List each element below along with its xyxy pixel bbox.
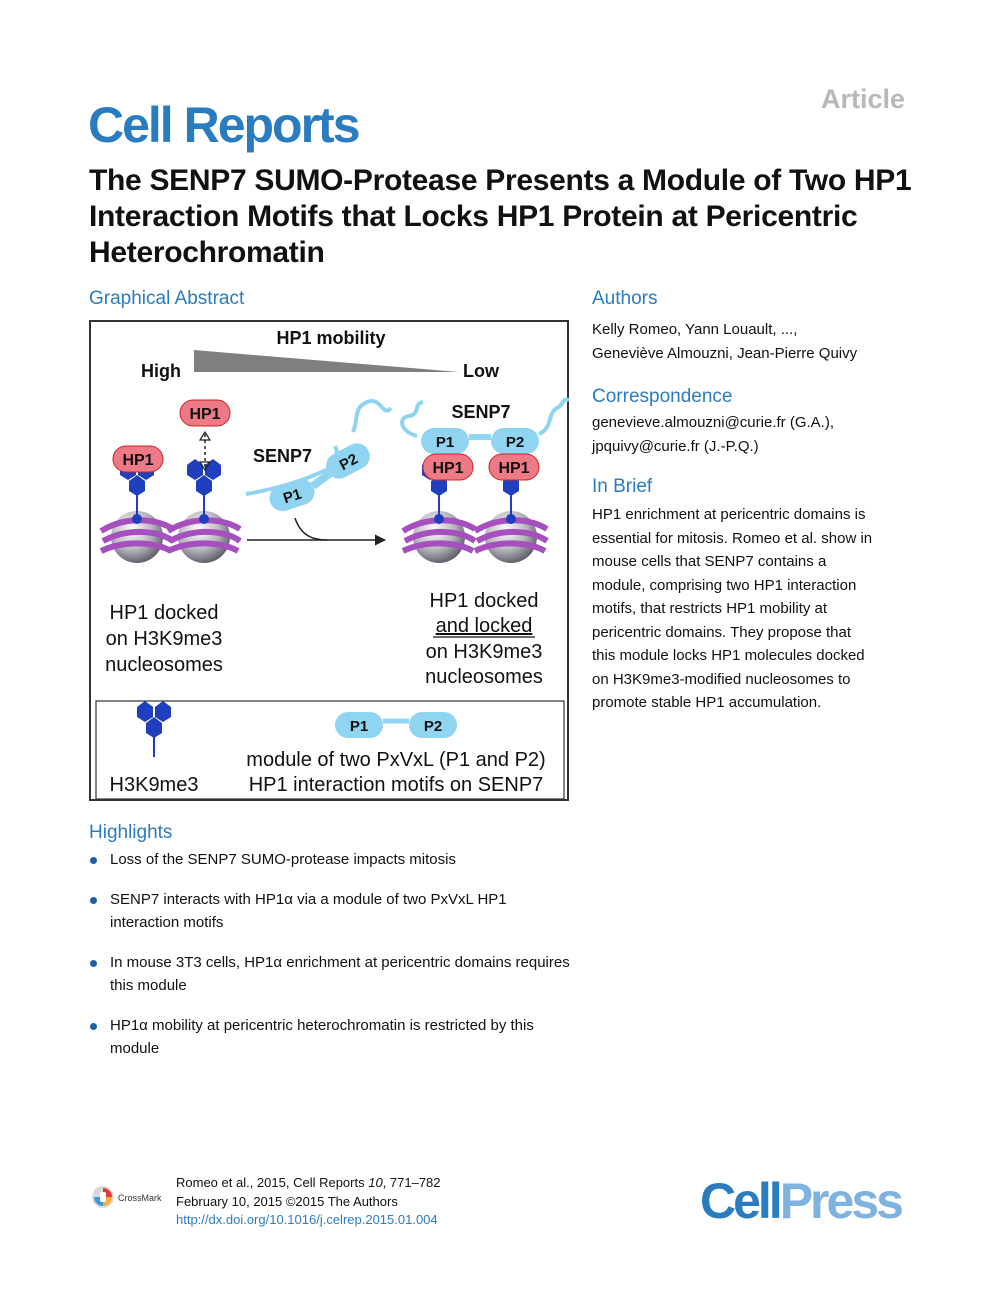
hp1-locked-right-2 <box>489 454 539 480</box>
svg-text:P2: P2 <box>336 450 361 475</box>
svg-text:P1: P1 <box>349 718 369 735</box>
authors-heading: Authors <box>592 288 658 309</box>
publisher-logo: CellPress <box>700 1173 901 1229</box>
svg-text:P2: P2 <box>423 718 443 735</box>
highlight-item: SENP7 interacts with HP1α via a module of two PxVxL HP1 interaction motifs <box>89 888 579 935</box>
in-brief-text: HP1 enrichment at pericentric domains is essential for mitosis. Romeo et al. show in mouse cells that SENP7 contains a module, comprising two HP1 interaction motifs, that restricts HP1 mobility at pericentric domains. They propose that this module locks HP1 molecules docked on H3K9me3-modified nucleosomes to promote stable HP1 accumulation. <box>592 506 873 711</box>
left-caption <box>105 602 223 676</box>
legend-module-label <box>246 749 545 796</box>
highlight-item: Loss of the SENP7 SUMO-protease impacts mitosis <box>89 848 579 872</box>
highlight-item: In mouse 3T3 cells, HP1α enrichment at pericentric domains requires this module <box>89 951 579 998</box>
nucleosome-left-1 <box>101 511 173 563</box>
svg-text:P1: P1 <box>281 485 304 508</box>
article-type-label: Article <box>820 84 905 114</box>
senp7-free-label: SENP7 <box>253 446 313 466</box>
nucleosome-right-2 <box>475 511 547 563</box>
highlight-item: HP1α mobility at pericentric heterochromatin is restricted by this module <box>89 1014 579 1061</box>
crossmark-badge[interactable] <box>91 1184 175 1215</box>
svg-text:HP1: HP1 <box>498 460 530 477</box>
graphical-abstract-heading: Graphical Abstract <box>89 288 245 309</box>
graphical-abstract-figure <box>89 320 569 801</box>
mobility-low-label: Low <box>463 361 499 381</box>
paper-title: The SENP7 SUMO-Protease Presents a Module of Two HP1 Interaction Motifs that Locks HP1 Protein at Pericentric Heterochromatin <box>89 164 912 269</box>
highlights-list <box>89 848 579 1077</box>
senp7-locked-label: SENP7 <box>451 402 511 422</box>
mobility-wedge <box>194 350 459 372</box>
svg-text:HP1: HP1 <box>122 452 154 469</box>
svg-text:on H3K9me3: on H3K9me3 <box>105 628 223 650</box>
svg-text:module of two PxVxL (P1 and P2: module of two PxVxL (P1 and P2) <box>246 749 546 771</box>
in-brief-heading: In Brief <box>592 476 653 497</box>
svg-text:on H3K9me3: on H3K9me3 <box>425 641 543 663</box>
citation-footer: Romeo et al., 2015, Cell Reports 10, 771–782 February 10, 2015 ©2015 The Authors http://dx.doi.org/10.1016/j.celrep.2015.01.004 <box>176 1174 441 1230</box>
svg-text:nucleosomes: nucleosomes <box>105 654 223 676</box>
highlights-heading: Highlights <box>89 822 173 843</box>
svg-text:and locked: and locked <box>435 615 533 637</box>
svg-text:P1: P1 <box>435 434 455 451</box>
doi-link[interactable]: http://dx.doi.org/10.1016/j.celrep.2015.01.004 <box>176 1212 438 1227</box>
correspondence-heading: Correspondence <box>592 386 733 407</box>
legend-module-icon <box>335 712 457 738</box>
graphical-abstract-diagram <box>91 322 571 803</box>
journal-name: Cell Reports <box>88 97 359 153</box>
correspondence-emails[interactable]: genevieve.almouzni@curie.fr (G.A.), jpquivy@curie.fr (J.-P.Q.) <box>592 414 834 455</box>
svg-text:HP1 interaction motifs on SENP: HP1 interaction motifs on SENP7 <box>248 774 544 796</box>
mobility-high-label: High <box>141 361 181 381</box>
binding-curve <box>295 518 327 540</box>
hp1-free <box>180 400 230 426</box>
hp1-locked-right-1 <box>423 454 473 480</box>
svg-text:HP1 docked: HP1 docked <box>109 602 219 624</box>
svg-text:HP1: HP1 <box>432 460 464 477</box>
legend-h3k9me3-label: H3K9me3 <box>109 774 199 796</box>
nucleosome-right-1 <box>403 511 475 563</box>
svg-text:P2: P2 <box>505 434 525 451</box>
mobility-title: HP1 mobility <box>276 328 386 348</box>
legend-h3k9me3-icon <box>137 701 171 757</box>
svg-text:nucleosomes: nucleosomes <box>425 666 543 688</box>
svg-text:HP1: HP1 <box>189 406 221 423</box>
svg-text:HP1 docked: HP1 docked <box>429 590 539 612</box>
hp1-docked-left <box>113 446 163 472</box>
nucleosome-left-2 <box>168 511 240 563</box>
right-caption <box>425 590 543 688</box>
authors-list: Kelly Romeo, Yann Louault, ..., Geneviève Almouzni, Jean-Pierre Quivy <box>592 321 858 362</box>
svg-text:CrossMark: CrossMark <box>118 1193 162 1203</box>
